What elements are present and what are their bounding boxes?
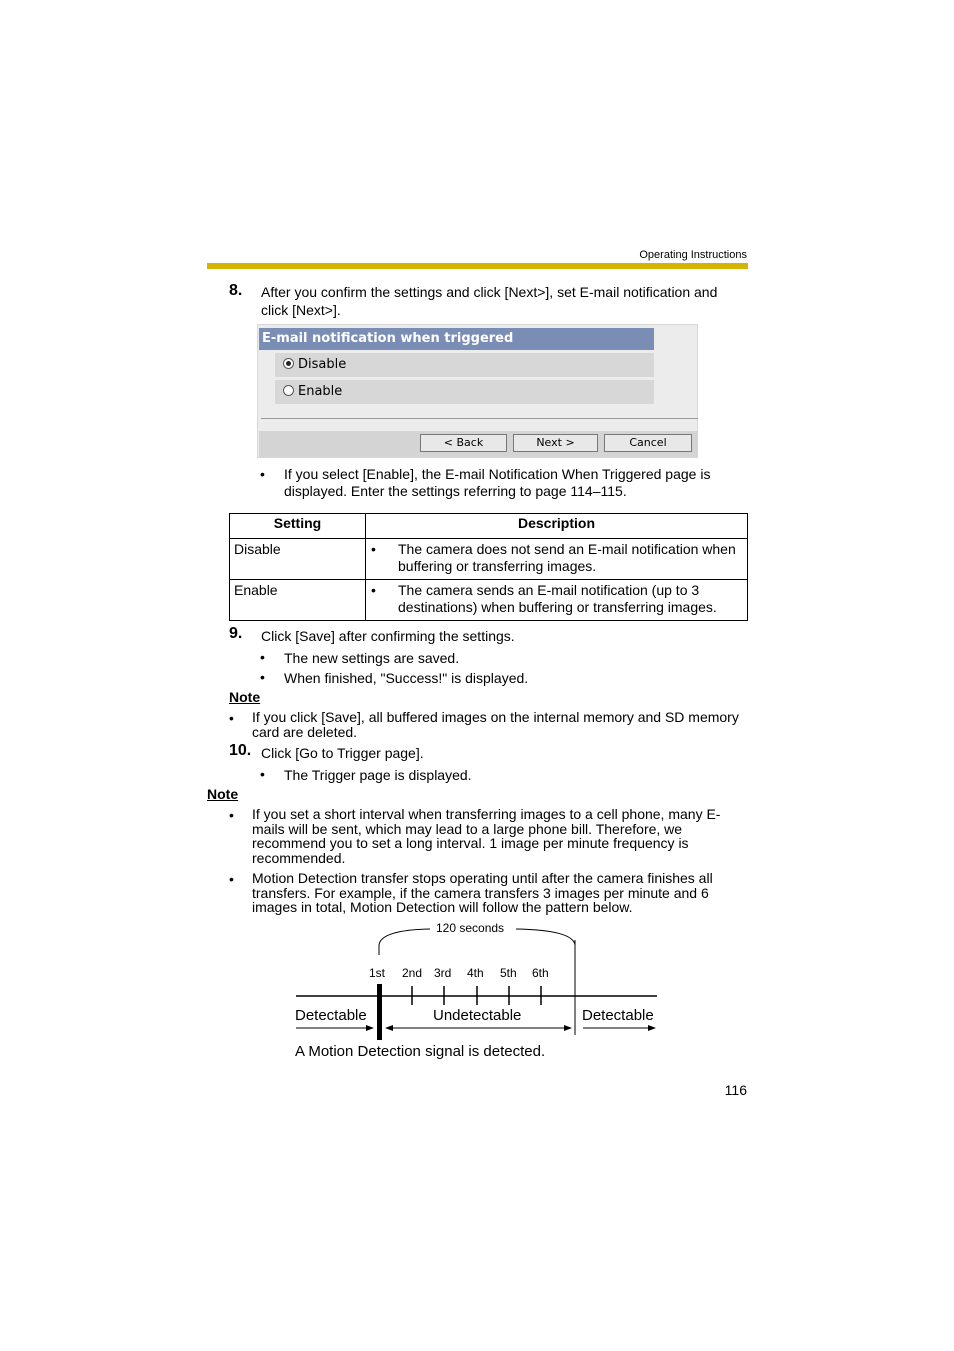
tick-label: 5th xyxy=(500,966,517,980)
note-2-item-2-line: transfers. For example, if the camera transfers 3 images per minute and 6 xyxy=(252,884,709,901)
bullet-icon: • xyxy=(229,710,234,726)
step-10-text: Click [Go to Trigger page]. xyxy=(261,745,424,761)
note-1-line-2: card are deleted. xyxy=(252,724,358,740)
running-header: Operating Instructions xyxy=(639,249,747,261)
undetectable-label: Undetectable xyxy=(433,1007,522,1024)
description-line-2: destinations) when buffering or transferring images. xyxy=(398,599,717,615)
option-disable-label: Disable xyxy=(298,357,347,372)
chevron-right-icon: > xyxy=(565,436,575,449)
note-2-item-1-line: recommend you to set a long interval. 1 image per minute frequency is xyxy=(252,835,689,851)
step-number-10: 10. xyxy=(229,742,252,759)
arrowhead-right-icon xyxy=(648,1025,656,1031)
note-heading: Note xyxy=(207,786,239,802)
step-9-text: Click [Save] after confirming the settings. xyxy=(261,628,515,644)
step-8-line-1: After you confirm the settings and click [Next>], set E-mail notification and xyxy=(261,284,718,300)
note-2-item-2-line: Motion Detection transfer stops operating until after the camera finishes all xyxy=(252,870,713,886)
step-9-bullet-2: When finished, "Success!" is displayed. xyxy=(284,670,529,686)
option-enable-label: Enable xyxy=(298,384,343,399)
detection-marker xyxy=(377,984,382,1040)
bullet-icon: • xyxy=(371,541,376,557)
page-number: 116 xyxy=(724,1082,747,1098)
diagram-caption: A Motion Detection signal is detected. xyxy=(295,1043,546,1060)
note-2-item-1-line: mails will be sent, which may lead to a large phone bill. Therefore, we xyxy=(252,820,683,837)
step-number-9: 9. xyxy=(229,625,243,642)
step-number-8: 8. xyxy=(229,282,243,299)
bullet-icon: • xyxy=(229,871,234,887)
description-line-2: buffering or transferring images. xyxy=(398,558,597,574)
bullet-icon: • xyxy=(371,582,376,598)
table-header-setting: Setting xyxy=(230,514,366,539)
next-button-label: Next xyxy=(536,436,562,449)
detectable-right-label: Detectable xyxy=(582,1007,654,1024)
tick-label: 3rd xyxy=(434,966,452,980)
detectable-left-label: Detectable xyxy=(295,1007,367,1024)
table-header-description: Description xyxy=(366,514,748,539)
tick-label: 4th xyxy=(467,966,484,980)
description-line-1: The camera sends an E-mail notification (up to 3 xyxy=(398,582,700,598)
table-cell-setting: Enable xyxy=(230,580,366,621)
note-2-item-1-line: If you set a short interval when transferring images to a cell phone, many E- xyxy=(252,806,721,822)
interval-label: 120 seconds xyxy=(436,921,505,935)
arrowhead-left-icon xyxy=(385,1025,393,1031)
bullet-icon: • xyxy=(260,466,265,482)
description-line-1: The camera does not send an E-mail notification when xyxy=(398,541,736,557)
tick-label: 1st xyxy=(369,966,386,980)
panel-title: E-mail notification when triggered xyxy=(259,328,654,350)
step-8-bullet-line-1: If you select [Enable], the E-mail Notification When Triggered page is xyxy=(284,466,711,482)
bullet-icon: • xyxy=(229,807,234,823)
table-cell-setting: Disable xyxy=(230,539,366,580)
arrowhead-right-icon xyxy=(366,1025,374,1031)
note-2-item-2-line: images in total, Motion Detection will follow the pattern below. xyxy=(252,899,633,915)
chevron-left-icon: < xyxy=(443,436,453,449)
tick-label: 6th xyxy=(532,966,549,980)
bullet-icon: • xyxy=(260,766,265,782)
tick-label: 2nd xyxy=(402,966,423,980)
cancel-button-label: Cancel xyxy=(629,436,667,449)
interval-brace-left xyxy=(379,929,430,955)
step-9-bullet-1: The new settings are saved. xyxy=(284,650,460,666)
back-button-label: Back xyxy=(456,436,484,449)
bullet-icon: • xyxy=(260,669,265,685)
arrowhead-right-icon xyxy=(564,1025,572,1031)
note-heading: Note xyxy=(229,689,261,705)
step-8-bullet-line-2: displayed. Enter the settings referring to page 114–115. xyxy=(284,483,627,499)
note-1-line-1: If you click [Save], all buffered images on the internal memory and SD memory xyxy=(252,709,739,725)
interval-brace-right xyxy=(516,929,575,955)
step-8-line-2: click [Next>]. xyxy=(261,302,341,318)
step-10-bullet-1: The Trigger page is displayed. xyxy=(284,767,472,783)
note-2-item-1-line: recommended. xyxy=(252,849,346,866)
bullet-icon: • xyxy=(260,649,265,665)
